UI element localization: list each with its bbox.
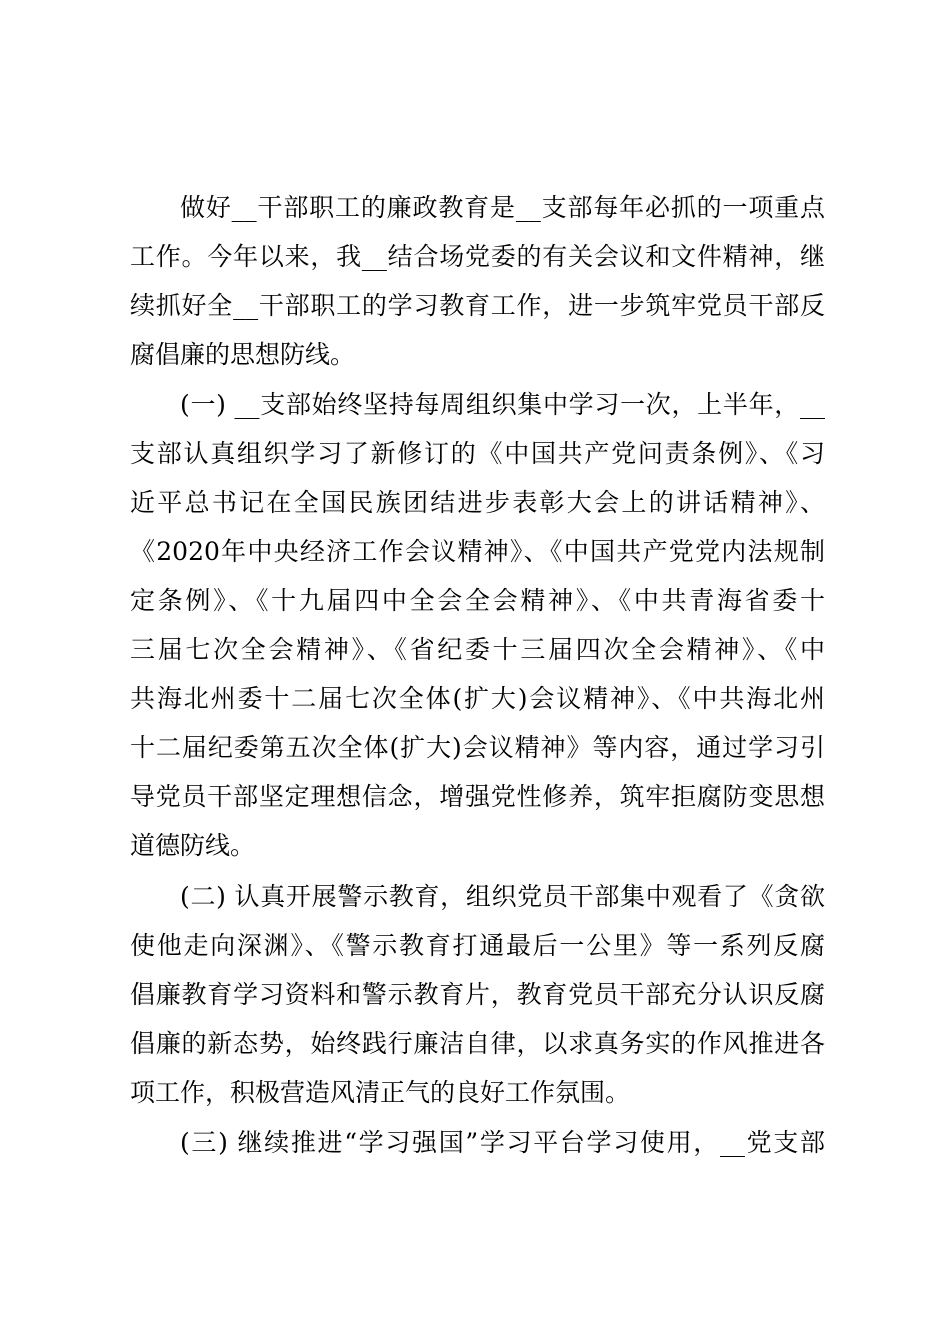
paragraph-line: (一) __支部始终坚持每周组织集中学习一次，上半年，__: [180, 390, 825, 419]
paragraph-line: 共海北州委十二届七次全体(扩大)会议精神》、《中共海北州: [130, 684, 825, 713]
paragraph-line: (三) 继续推进“学习强国”学习平台学习使用，__党支部: [180, 1128, 825, 1157]
paragraph-line: 《2020年中央经济工作会议精神》、《中国共产党党内法规制: [130, 537, 825, 566]
paragraph-line: 道德防线。: [130, 831, 256, 860]
paragraph-line: 定条例》、《十九届四中全会全会精神》、《中共青海省委十: [130, 586, 825, 615]
paragraph-line: 使他走向深渊》、《警示教育打通最后一公里》等一系列反腐: [130, 931, 825, 960]
paragraph-line: 项工作，积极营造风清正气的良好工作氛围。: [130, 1078, 631, 1107]
paragraph-line: 腐倡廉的思想防线。: [130, 340, 356, 369]
paragraph-line: 十二届纪委第五次全体(扩大)会议精神》等内容，通过学习引: [130, 733, 825, 762]
paragraph-line: 工作。今年以来，我__结合场党委的有关会议和文件精神，继: [130, 242, 825, 271]
paragraph-line: 支部认真组织学习了新修订的《中国共产党问责条例》、《习: [130, 439, 825, 468]
paragraph-line: 三届七次全会精神》、《省纪委十三届四次全会精神》、《中: [130, 635, 825, 664]
paragraph-line: 续抓好全__干部职工的学习教育工作，进一步筑牢党员干部反: [130, 291, 825, 320]
paragraph-line: 导党员干部坚定理想信念，增强党性修养，筑牢拒腐防变思想: [130, 782, 825, 811]
paragraph-line: 倡廉教育学习资料和警示教育片，教育党员干部充分认识反腐: [130, 980, 825, 1009]
paragraph-line: 倡廉的新态势，始终践行廉洁自律，以求真务实的作风推进各: [130, 1029, 825, 1058]
paragraph-line: 近平总书记在全国民族团结进步表彰大会上的讲话精神》、: [130, 488, 825, 517]
paragraph-line: (二) 认真开展警示教育，组织党员干部集中观看了《贪欲: [180, 882, 825, 911]
paragraph-line: 做好__干部职工的廉政教育是__支部每年必抓的一项重点: [180, 193, 825, 222]
